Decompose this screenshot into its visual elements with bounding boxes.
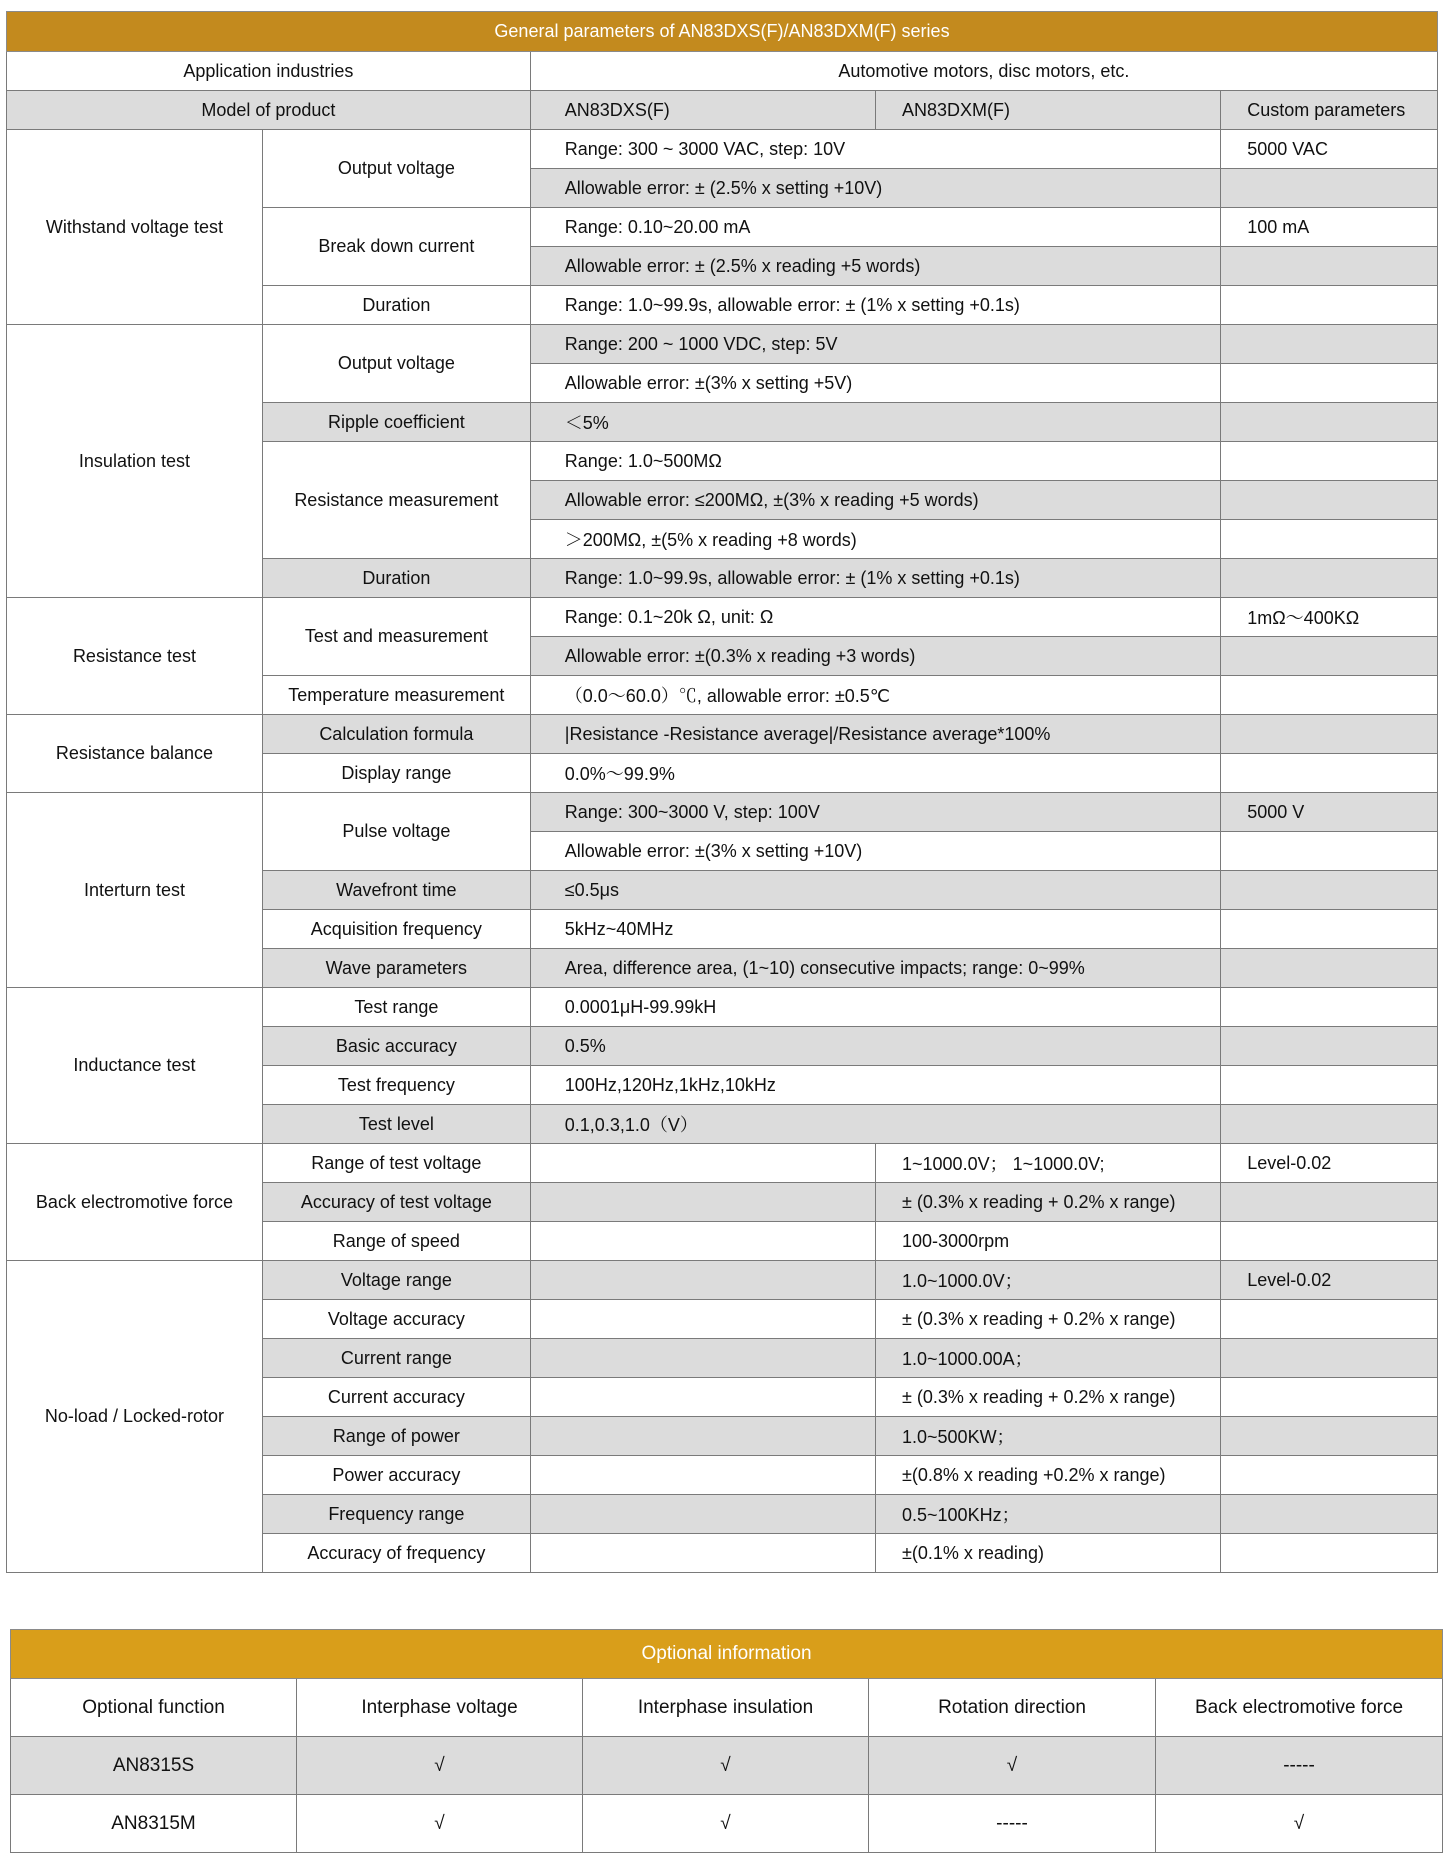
interturn-label: Interturn test <box>7 793 263 988</box>
empty-cell <box>1221 1456 1438 1495</box>
inductance-freq: Test frequency <box>262 1066 530 1105</box>
insulation-res-error1: Allowable error: ≤200MΩ, ±(3% x reading +5 words) <box>530 481 1220 520</box>
empty-cell <box>1221 1300 1438 1339</box>
inductance-level: Test level <box>262 1105 530 1144</box>
empty-cell <box>1221 1183 1438 1222</box>
withstand-bd-error: Allowable error: ± (2.5% x reading +5 words) <box>530 247 1220 286</box>
balance-label: Resistance balance <box>7 715 263 793</box>
optional-row-model: AN8315M <box>11 1795 297 1853</box>
application-label: Application industries <box>7 52 531 91</box>
resistance-test-measure: Test and measurement <box>262 598 530 676</box>
empty-cell <box>1221 637 1438 676</box>
noload-prange-value: 1.0~500KW； <box>876 1417 1221 1456</box>
resistance-test-range: Range: 0.1~20k Ω, unit: Ω <box>530 598 1220 637</box>
optional-col-interphase-insulation: Interphase insulation <box>583 1679 869 1737</box>
withstand-ov-range: Range: 300 ~ 3000 VAC, step: 10V <box>530 130 1220 169</box>
optional-row-value: ----- <box>1156 1737 1443 1795</box>
bemf-range-tv: Range of test voltage <box>262 1144 530 1183</box>
inductance-accuracy-value: 0.5% <box>530 1027 1220 1066</box>
balance-formula: Calculation formula <box>262 715 530 754</box>
empty-cell <box>1221 754 1438 793</box>
optional-row-value: √ <box>583 1795 869 1853</box>
empty-cell <box>1221 910 1438 949</box>
bemf-acc-tv-value: ± (0.3% x reading + 0.2% x range) <box>876 1183 1221 1222</box>
insulation-ov-error: Allowable error: ±(3% x setting +5V) <box>530 364 1220 403</box>
noload-vrange: Voltage range <box>262 1261 530 1300</box>
interturn-pulse-custom: 5000 V <box>1221 793 1438 832</box>
empty-cell <box>530 1495 875 1534</box>
empty-cell <box>1221 715 1438 754</box>
bemf-range-tv-value: 1~1000.0V； 1~1000.0V; <box>876 1144 1221 1183</box>
withstand-bd-custom: 100 mA <box>1221 208 1438 247</box>
empty-cell <box>530 1417 875 1456</box>
optional-row-value: √ <box>297 1795 583 1853</box>
inductance-label: Inductance test <box>7 988 263 1144</box>
resistance-test-error: Allowable error: ±(0.3% x reading +3 words) <box>530 637 1220 676</box>
noload-pacc: Power accuracy <box>262 1456 530 1495</box>
noload-facc-value: ±(0.1% x reading) <box>876 1534 1221 1573</box>
noload-vacc-value: ± (0.3% x reading + 0.2% x range) <box>876 1300 1221 1339</box>
optional-col-back-emf: Back electromotive force <box>1156 1679 1443 1737</box>
empty-cell <box>1221 832 1438 871</box>
empty-cell <box>1221 286 1438 325</box>
withstand-dur-value: Range: 1.0~99.9s, allowable error: ± (1% x setting +0.1s) <box>530 286 1220 325</box>
insulation-resistance: Resistance measurement <box>262 442 530 559</box>
withstand-breakdown: Break down current <box>262 208 530 286</box>
interturn-wave: Wave parameters <box>262 949 530 988</box>
withstand-ov-custom: 5000 VAC <box>1221 130 1438 169</box>
interturn-pulse-range: Range: 300~3000 V, step: 100V <box>530 793 1220 832</box>
empty-cell <box>1221 325 1438 364</box>
empty-cell <box>1221 364 1438 403</box>
empty-cell <box>530 1261 875 1300</box>
empty-cell <box>530 1144 875 1183</box>
empty-cell <box>1221 442 1438 481</box>
inductance-range: Test range <box>262 988 530 1027</box>
noload-crange: Current range <box>262 1339 530 1378</box>
empty-cell <box>1221 1222 1438 1261</box>
insulation-dur-value: Range: 1.0~99.9s, allowable error: ± (1% x setting +0.1s) <box>530 559 1220 598</box>
interturn-wavefront: Wavefront time <box>262 871 530 910</box>
insulation-res-range: Range: 1.0~500MΩ <box>530 442 1220 481</box>
empty-cell <box>1221 949 1438 988</box>
empty-cell <box>530 1534 875 1573</box>
optional-col-interphase-voltage: Interphase voltage <box>297 1679 583 1737</box>
empty-cell <box>1221 871 1438 910</box>
inductance-range-value: 0.0001μH-99.99kH <box>530 988 1220 1027</box>
insulation-test-label: Insulation test <box>7 325 263 598</box>
empty-cell <box>530 1456 875 1495</box>
noload-frange-value: 0.5~100KHz； <box>876 1495 1221 1534</box>
interturn-acq: Acquisition frequency <box>262 910 530 949</box>
noload-facc: Accuracy of frequency <box>262 1534 530 1573</box>
interturn-wavefront-value: ≤0.5μs <box>530 871 1220 910</box>
optional-row-model: AN8315S <box>11 1737 297 1795</box>
inductance-accuracy: Basic accuracy <box>262 1027 530 1066</box>
noload-crange-value: 1.0~1000.00A； <box>876 1339 1221 1378</box>
insulation-ripple: Ripple coefficient <box>262 403 530 442</box>
noload-vrange-custom: Level-0.02 <box>1221 1261 1438 1300</box>
bemf-speed: Range of speed <box>262 1222 530 1261</box>
noload-vacc: Voltage accuracy <box>262 1300 530 1339</box>
empty-cell <box>1221 1105 1438 1144</box>
model-an83dxm: AN83DXM(F) <box>876 91 1221 130</box>
noload-frange: Frequency range <box>262 1495 530 1534</box>
empty-cell <box>1221 1378 1438 1417</box>
optional-information-table <box>10 1629 1443 1853</box>
empty-cell <box>1221 988 1438 1027</box>
withstand-duration: Duration <box>262 286 530 325</box>
withstand-ov-error: Allowable error: ± (2.5% x setting +10V) <box>530 169 1220 208</box>
empty-cell <box>1221 1027 1438 1066</box>
withstand-test-label: Withstand voltage test <box>7 130 263 325</box>
noload-cacc: Current accuracy <box>262 1378 530 1417</box>
inductance-level-value: 0.1,0.3,1.0（V） <box>530 1105 1220 1144</box>
noload-label: No-load / Locked-rotor <box>7 1261 263 1573</box>
resistance-temp: Temperature measurement <box>262 676 530 715</box>
optional-row-value: √ <box>869 1737 1156 1795</box>
empty-cell <box>1221 1534 1438 1573</box>
resistance-test-custom: 1mΩ～400KΩ <box>1221 598 1438 637</box>
empty-cell <box>530 1339 875 1378</box>
optional-row-value: ----- <box>869 1795 1156 1853</box>
noload-vrange-value: 1.0~1000.0V； <box>876 1261 1221 1300</box>
model-label: Model of product <box>7 91 531 130</box>
optional-row-value: √ <box>1156 1795 1443 1853</box>
interturn-pulse: Pulse voltage <box>262 793 530 871</box>
balance-formula-value: |Resistance -Resistance average|/Resistance average*100% <box>530 715 1220 754</box>
optional-table-title: Optional information <box>11 1630 1443 1679</box>
empty-cell <box>1221 520 1438 559</box>
withstand-output-voltage: Output voltage <box>262 130 530 208</box>
insulation-res-error2: ＞200MΩ, ±(5% x reading +8 words) <box>530 520 1220 559</box>
empty-cell <box>530 1222 875 1261</box>
resistance-temp-value: （0.0～60.0）℃, allowable error: ±0.5℃ <box>530 676 1220 715</box>
empty-cell <box>1221 1339 1438 1378</box>
application-value: Automotive motors, disc motors, etc. <box>530 52 1437 91</box>
empty-cell <box>1221 676 1438 715</box>
noload-cacc-value: ± (0.3% x reading + 0.2% x range) <box>876 1378 1221 1417</box>
model-an83dxs: AN83DXS(F) <box>530 91 875 130</box>
optional-row-value: √ <box>297 1737 583 1795</box>
empty-cell <box>1221 1066 1438 1105</box>
empty-cell <box>1221 1417 1438 1456</box>
empty-cell <box>530 1300 875 1339</box>
empty-cell <box>1221 481 1438 520</box>
resistance-test-label: Resistance test <box>7 598 263 715</box>
bemf-speed-value: 100-3000rpm <box>876 1222 1221 1261</box>
empty-cell <box>1221 403 1438 442</box>
bemf-acc-tv: Accuracy of test voltage <box>262 1183 530 1222</box>
empty-cell <box>530 1183 875 1222</box>
empty-cell <box>530 1378 875 1417</box>
optional-col-function: Optional function <box>11 1679 297 1737</box>
withstand-bd-range: Range: 0.10~20.00 mA <box>530 208 1220 247</box>
model-custom: Custom parameters <box>1221 91 1438 130</box>
general-table-title: General parameters of AN83DXS(F)/AN83DXM(F) series <box>7 12 1438 52</box>
noload-pacc-value: ±(0.8% x reading +0.2% x range) <box>876 1456 1221 1495</box>
empty-cell <box>1221 169 1438 208</box>
optional-row-value: √ <box>583 1737 869 1795</box>
insulation-ov-range: Range: 200 ~ 1000 VDC, step: 5V <box>530 325 1220 364</box>
empty-cell <box>1221 247 1438 286</box>
insulation-duration: Duration <box>262 559 530 598</box>
insulation-output-voltage: Output voltage <box>262 325 530 403</box>
insulation-ripple-value: ＜5% <box>530 403 1220 442</box>
bemf-range-tv-custom: Level-0.02 <box>1221 1144 1438 1183</box>
interturn-pulse-error: Allowable error: ±(3% x setting +10V) <box>530 832 1220 871</box>
general-parameters-table <box>6 11 1438 1573</box>
noload-prange: Range of power <box>262 1417 530 1456</box>
empty-cell <box>1221 1495 1438 1534</box>
bemf-label: Back electromotive force <box>7 1144 263 1261</box>
interturn-wave-value: Area, difference area, (1~10) consecutive impacts; range: 0~99% <box>530 949 1220 988</box>
balance-display: Display range <box>262 754 530 793</box>
inductance-freq-value: 100Hz,120Hz,1kHz,10kHz <box>530 1066 1220 1105</box>
empty-cell <box>1221 559 1438 598</box>
interturn-acq-value: 5kHz~40MHz <box>530 910 1220 949</box>
optional-col-rotation-direction: Rotation direction <box>869 1679 1156 1737</box>
balance-display-value: 0.0%～99.9% <box>530 754 1220 793</box>
